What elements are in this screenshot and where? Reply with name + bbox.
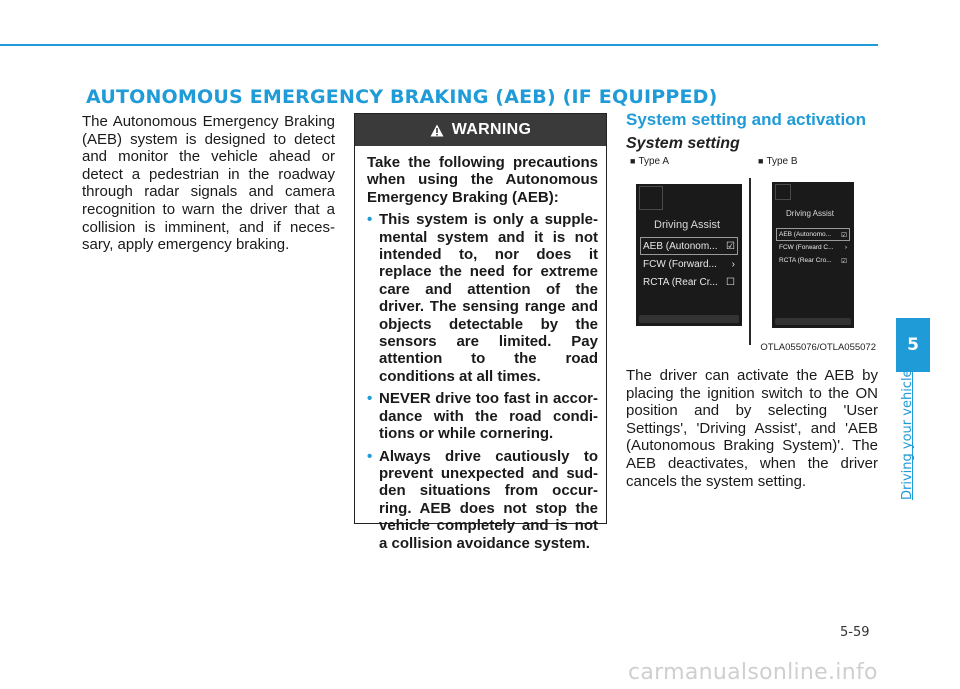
screen-corner-box	[775, 184, 791, 200]
menu-row-rcta	[640, 274, 738, 290]
menu-row-aeb	[640, 237, 738, 255]
screen-bottom-bar	[775, 318, 851, 325]
type-a-text: Type A	[638, 156, 670, 167]
menu-row-label: RCTA (Rear Cro...	[779, 257, 832, 264]
settings-figure	[626, 155, 878, 355]
warning-list	[367, 211, 598, 552]
checkbox-checked-icon: ☑	[726, 240, 735, 252]
screen-title: Driving Assist	[786, 209, 835, 218]
bullet-icon: •	[367, 447, 373, 465]
warning-triangle-icon	[430, 124, 444, 137]
warning-item	[367, 211, 598, 385]
chapter-title: Driving your vehicle	[900, 369, 915, 500]
warning-item-text: This system is only a supple-mental system and it is not intended to, nor does it replace the need for extreme care and attention of the driver. The sensing range and objects detectable by the sensors are limited. Pay attention to the road conditions at all times.	[379, 211, 598, 385]
screen-title: Driving Assist	[654, 219, 721, 231]
warning-item	[367, 390, 598, 442]
menu-row-label: AEB (Autonomo...	[779, 231, 832, 238]
system-setting-heading: System setting and activation	[626, 110, 866, 129]
warning-header-label: WARNING	[451, 121, 532, 138]
chevron-right-icon: ›	[731, 258, 735, 270]
square-bullet-icon: ■	[630, 156, 636, 166]
menu-row-label: FCW (Forward C...	[779, 244, 834, 251]
screen-type-a	[636, 184, 742, 326]
type-a-label	[630, 156, 669, 167]
type-b-label	[758, 156, 798, 167]
warning-item	[367, 448, 598, 552]
screen-corner-box	[639, 186, 663, 210]
menu-row-label: RCTA (Rear Cr...	[643, 276, 718, 288]
intro-paragraph: The Autonomous Emergency Braking (AEB) system is designed to detect and monitor the vehicle ahead or detect a pedestrian in the roadway through radar signals and camera recognition to warn the driver that a collision is imminent, and if neces-sary, apply emergency braking.	[82, 113, 335, 254]
bullet-icon: •	[367, 390, 373, 408]
menu-row-fcw	[640, 256, 738, 272]
warning-item-text: Always drive cautiously to prevent unexpected and sud-den situations from occur-ring. AEB does not stop the vehicle completely and is not a collision avoidance system.	[379, 447, 598, 552]
type-b-text: Type B	[766, 156, 798, 167]
activation-paragraph: The driver can activate the AEB by placing the ignition switch to the ON position and by selecting 'User Settings', 'Driving Assist', and 'AEB (Autonomous Braking System)'. The AEB deactivates, when the driver cancels the system setting.	[626, 367, 878, 490]
warning-box	[354, 113, 607, 552]
menu-row-aeb	[776, 228, 850, 241]
warning-item-text: NEVER drive too fast in accor-dance with the road condi-tions or while cornering.	[379, 390, 598, 443]
figure-divider	[749, 178, 751, 345]
checkbox-empty-icon: ☐	[726, 276, 735, 288]
menu-row-fcw	[776, 242, 850, 253]
menu-row-rcta	[776, 255, 850, 266]
screen-type-b	[772, 182, 854, 328]
checkbox-checked-icon: ☑	[841, 231, 847, 239]
warning-intro: Take the following precautions when using the Autonomous Emergency Braking (AEB):	[367, 154, 598, 206]
screen-bottom-bar	[639, 315, 739, 323]
menu-row-label: FCW (Forward...	[643, 258, 717, 270]
square-bullet-icon: ■	[758, 156, 764, 166]
warning-body	[355, 146, 606, 552]
top-rule	[0, 44, 878, 46]
page-number: 5-59	[840, 625, 870, 640]
chevron-right-icon: ›	[844, 244, 847, 251]
section-title: AUTONOMOUS EMERGENCY BRAKING (AEB) (IF EQUIPPED)	[86, 86, 718, 108]
watermark: carmanualsonline.info	[628, 660, 878, 685]
chapter-number-tab: 5	[896, 318, 930, 372]
bullet-icon: •	[367, 211, 373, 229]
figure-code: OTLA055076/OTLA055072	[760, 342, 876, 353]
menu-row-label: AEB (Autonom...	[643, 240, 718, 252]
system-setting-subheading: System setting	[626, 135, 740, 152]
warning-header	[355, 114, 606, 146]
checkbox-checked-icon: ☑	[841, 257, 847, 265]
